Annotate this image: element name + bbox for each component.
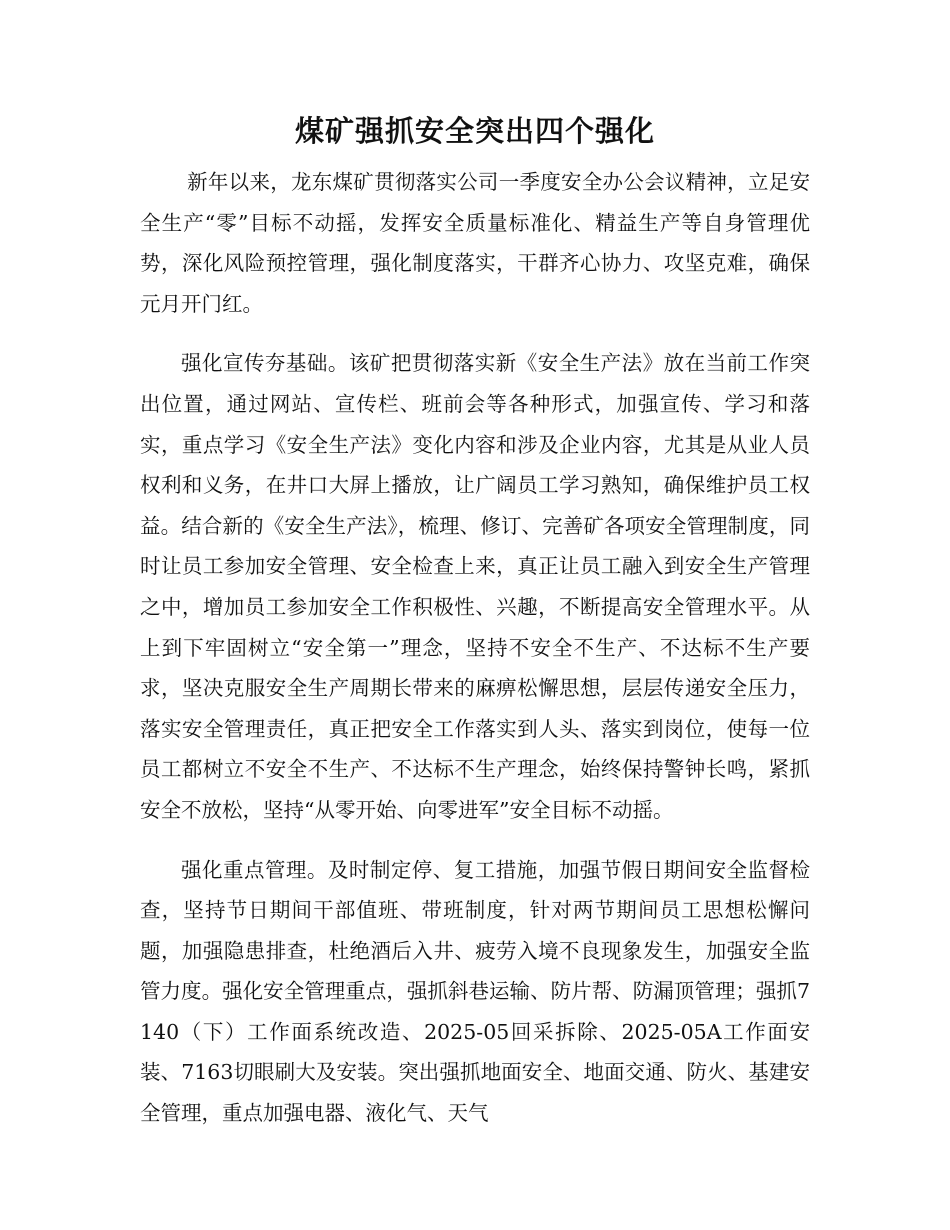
- paragraph-publicity: 强化宣传夯基础。该矿把贯彻落实新《安全生产法》放在当前工作突出位置，通过网站、宣传栏、班前会等各种形式，加强宣传、学习和落实，重点学习《安全生产法》变化内容和涉及企业内容，尤其是从业人员权利和义务，在井口大屏上播放，让广阔员工学习熟知，确保维护员工权益。结合新的《安全生产法》，梳理、修订、完善矿各项安全管理制度，同时让员工参加安全管理、安全检查上来，真正让员工融入到安全生产管理之中，增加员工参加安全工作积极性、兴趣，不断提高安全管理水平。从上到下牢固树立“安全第一”理念，坚持不安全不生产、不达标不生产要求，坚决克服安全生产周期长带来的麻痹松懈思想，层层传递安全压力，落实安全管理责任，真正把安全工作落实到人头、落实到岗位，使每一位员工都树立不安全不生产、不达标不生产理念，始终保持警钟长鸣，紧抓安全不放松，坚持“从零开始、向零进军”安全目标不动摇。: [140, 351, 810, 822]
- document-title: 煤矿强抓安全突出四个强化: [294, 114, 655, 148]
- paragraph-intro: 新年以来，龙东煤矿贯彻落实公司一季度安全办公会议精神，立足安全生产“零”目标不动摇，发挥安全质量标准化、精益生产等自身管理优势，深化风险预控管理，强化制度落实，干群齐心协力、攻坚克难，确保元月开门红。: [140, 170, 810, 316]
- document-body: [140, 162, 810, 1153]
- paragraph-key-management: 强化重点管理。及时制定停、复工措施，加强节假日期间安全监督检查，坚持节日期间干部值班、带班制度，针对两节期间员工思想松懈问题，加强隐患排查，杜绝酒后入井、疲劳入境不良现象发生，加强安全监管力度。强化安全管理重点，强抓斜巷运输、防片帮、防漏顶管理；强抓7140（下）工作面系统改造、2025-05回采拆除、2025-05A工作面安装、7163切眼刷大及安装。突出强抓地面安全、地面交通、防火、基建安全管理，重点加强电器、液化气、天气: [140, 857, 810, 1126]
